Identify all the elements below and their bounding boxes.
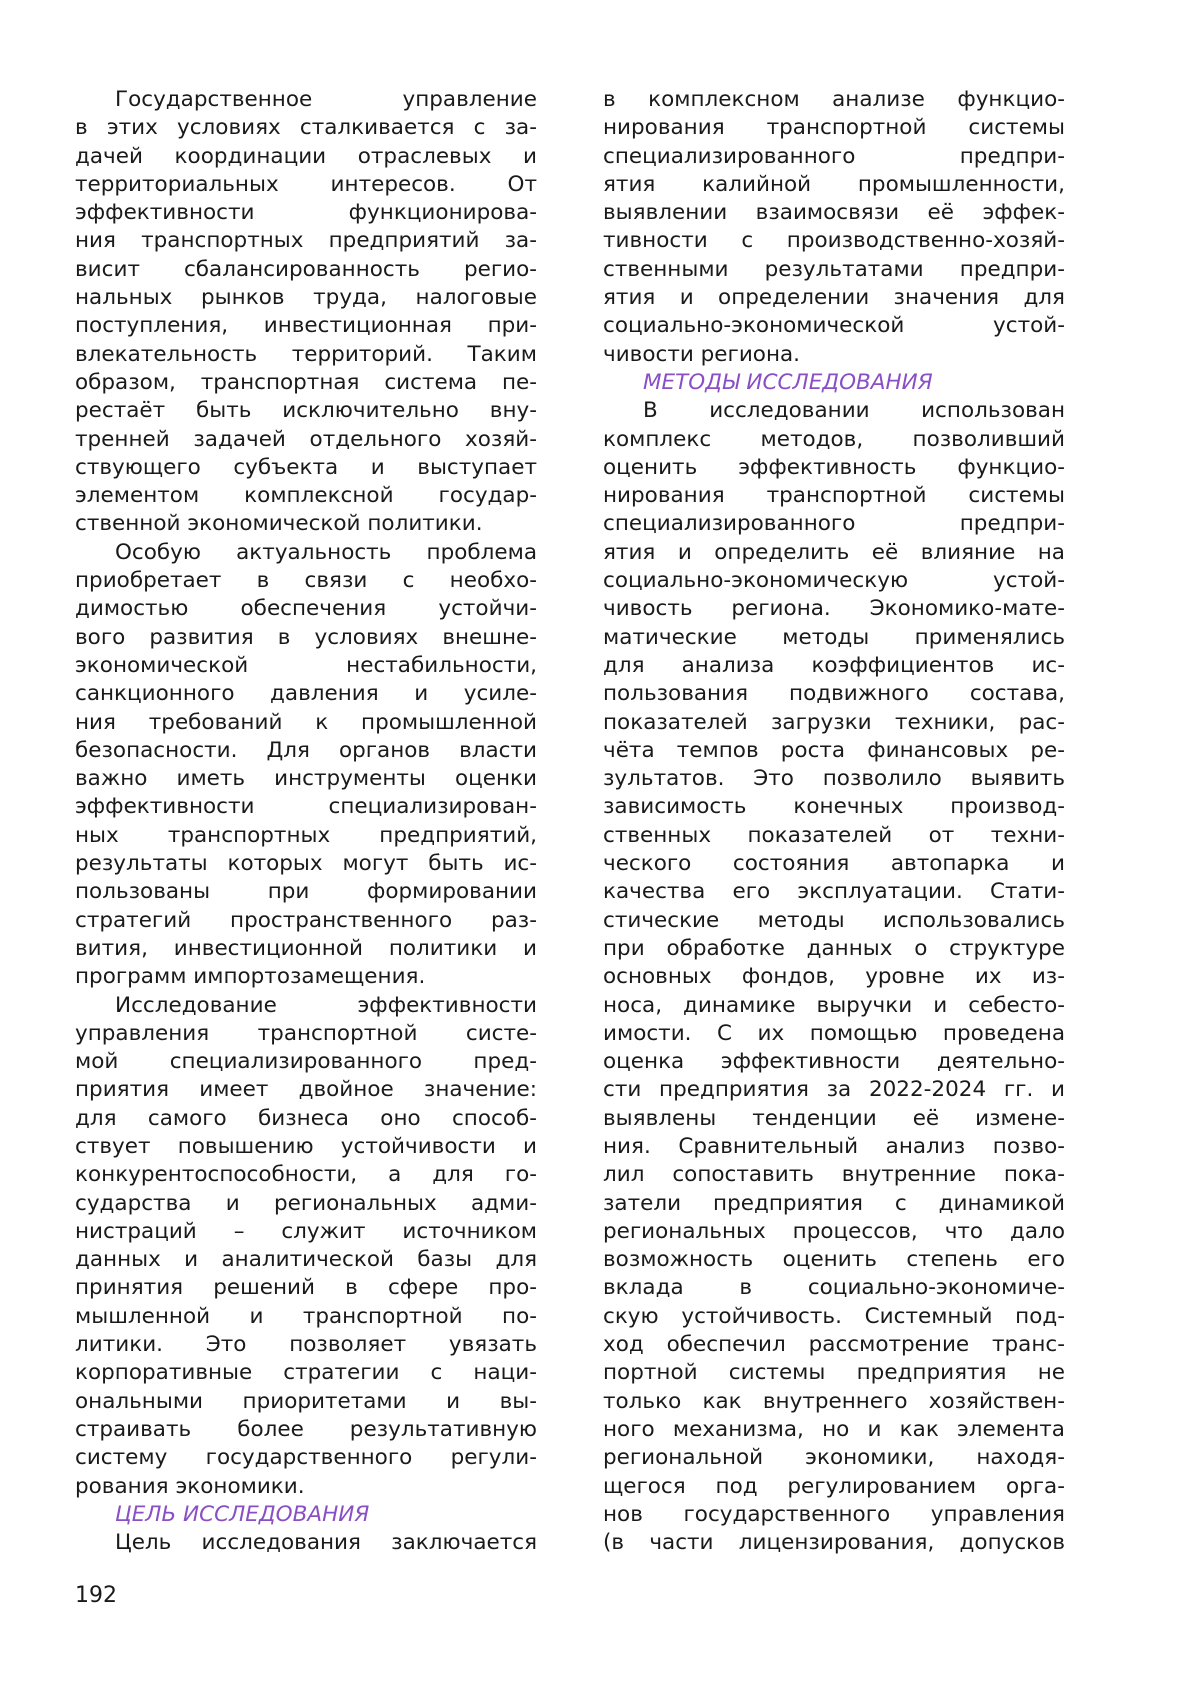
- text-line: санкционного давления и усиле-: [75, 681, 537, 707]
- text-line: ния требований к промышленной: [75, 709, 537, 735]
- text-line: ональными приоритетами и вы-: [75, 1388, 537, 1414]
- text-line: при обработке данных о структуре: [603, 935, 1065, 961]
- text-line: чёта темпов роста финансовых ре-: [603, 737, 1065, 763]
- text-line: корпоративные стратегии с наци-: [75, 1360, 537, 1386]
- text-line: ных транспортных предприятий,: [75, 822, 537, 848]
- text-line: принятия решений в сфере про-: [75, 1275, 537, 1301]
- text-line: рования экономики.: [75, 1473, 305, 1499]
- text-line: нирования транспортной системы: [603, 483, 1065, 509]
- text-line: ятия и определении значения для: [603, 285, 1065, 311]
- text-line: литики. Это позволяет увязать: [75, 1332, 537, 1358]
- text-line: нистраций – служит источником: [75, 1218, 537, 1244]
- text-line: только как внутреннего хозяйствен-: [603, 1388, 1065, 1414]
- text-line: висит сбалансированность регио-: [75, 256, 537, 282]
- text-line: носа, динамике выручки и себесто-: [603, 992, 1065, 1018]
- text-line: влекательность территорий. Таким: [75, 341, 537, 367]
- text-line: ственной экономической политики.: [75, 511, 483, 537]
- text-line: специализированного предпри-: [603, 511, 1065, 537]
- text-line: оценить эффективность функцио-: [603, 454, 1065, 480]
- right-column: [603, 86, 1065, 1557]
- text-line: димостью обеспечения устойчи-: [75, 596, 537, 622]
- text-line: пользования подвижного состава,: [603, 681, 1065, 707]
- text-line: нирования транспортной системы: [603, 115, 1065, 141]
- text-line: тивности с производственно-хозяй-: [603, 228, 1065, 254]
- text-line: дачей координации отраслевых и: [75, 143, 537, 169]
- text-line: щегося под регулированием орга-: [603, 1473, 1065, 1499]
- text-line: ного механизма, но и как элемента: [603, 1416, 1065, 1442]
- text-line: матические методы применялись: [603, 624, 1065, 650]
- text-line: ствующего субъекта и выступает: [75, 454, 537, 480]
- text-line: затели предприятия с динамикой: [603, 1190, 1065, 1216]
- text-line: мышленной и транспортной по-: [75, 1303, 537, 1329]
- text-line: возможность оценить степень его: [603, 1247, 1065, 1273]
- text-line: важно иметь инструменты оценки: [75, 766, 537, 792]
- text-line: Цель исследования заключается: [115, 1530, 537, 1556]
- section-heading: ЦЕЛЬ ИССЛЕДОВАНИЯ: [115, 1501, 370, 1527]
- text-line: вклада в социально-экономиче-: [603, 1275, 1065, 1301]
- text-line: экономической нестабильности,: [75, 652, 537, 678]
- text-line: региональных процессов, что дало: [603, 1218, 1065, 1244]
- text-line: качества его эксплуатации. Стати-: [603, 879, 1065, 905]
- text-line: в комплексном анализе функцио-: [603, 87, 1065, 112]
- text-line: (в части лицензирования, допусков: [603, 1530, 1065, 1556]
- text-line: тренней задачей отдельного хозяй-: [75, 426, 537, 452]
- text-line: ственных показателей от техни-: [603, 822, 1065, 848]
- text-line: В исследовании использован: [643, 398, 1065, 424]
- text-line: имости. С их помощью проведена: [603, 1020, 1065, 1046]
- text-line: стические методы использовались: [603, 907, 1065, 933]
- text-line: приятия имеет двойное значение:: [75, 1077, 537, 1103]
- text-line: сударства и региональных адми-: [75, 1190, 537, 1216]
- text-line: сти предприятия за 2022-2024 гг. и: [603, 1077, 1065, 1103]
- text-line: приобретает в связи с необхо-: [75, 568, 537, 594]
- text-line: программ импортозамещения.: [75, 964, 426, 990]
- text-line: вития, инвестиционной политики и: [75, 935, 537, 961]
- text-line: стратегий пространственного раз-: [75, 907, 537, 933]
- text-line: показателей загрузки техники, рас-: [603, 709, 1065, 735]
- text-line: эффективности специализирован-: [75, 794, 537, 820]
- page-number: 192: [75, 1583, 117, 1608]
- section-heading: МЕТОДЫ ИССЛЕДОВАНИЯ: [643, 369, 933, 395]
- text-line: скую устойчивость. Системный под-: [603, 1303, 1065, 1329]
- text-line: региональной экономики, находя-: [603, 1445, 1065, 1471]
- text-line: данных и аналитической базы для: [75, 1247, 537, 1273]
- text-line: территориальных интересов. От: [75, 171, 537, 197]
- text-line: зависимость конечных производ-: [603, 794, 1065, 820]
- text-line: систему государственного регули-: [75, 1445, 537, 1471]
- text-line: ход обеспечил рассмотрение транс-: [603, 1332, 1065, 1358]
- text-line: нов государственного управления: [603, 1501, 1065, 1527]
- text-line: чивости региона.: [603, 341, 801, 367]
- text-line: элементом комплексной государ-: [75, 483, 537, 509]
- text-line: специализированного предпри-: [603, 143, 1065, 169]
- text-line: оценка эффективности деятельно-: [603, 1049, 1065, 1075]
- text-line: портной системы предприятия не: [603, 1360, 1065, 1386]
- text-line: социально-экономической устой-: [603, 313, 1065, 339]
- text-line: комплекс методов, позволивший: [603, 426, 1065, 452]
- text-line: безопасности. Для органов власти: [75, 737, 537, 763]
- text-line: зультатов. Это позволило выявить: [603, 766, 1065, 792]
- text-line: пользованы при формировании: [75, 879, 537, 905]
- text-line: мой специализированного пред-: [75, 1049, 537, 1075]
- text-line: нальных рынков труда, налоговые: [75, 285, 537, 311]
- text-line: основных фондов, уровне их из-: [603, 964, 1065, 990]
- text-line: ствует повышению устойчивости и: [75, 1133, 537, 1159]
- text-line: ческого состояния автопарка и: [603, 851, 1065, 877]
- text-line: выявлены тенденции её измене-: [603, 1105, 1065, 1131]
- text-line: Особую актуальность проблема: [115, 539, 537, 565]
- text-line: ятия калийной промышленности,: [603, 171, 1065, 197]
- text-line: в этих условиях сталкивается с за-: [75, 115, 537, 141]
- text-line: для самого бизнеса оно способ-: [75, 1105, 537, 1131]
- text-line: страивать более результативную: [75, 1416, 537, 1442]
- text-line: для анализа коэффициентов ис-: [603, 652, 1065, 678]
- text-line: управления транспортной систе-: [75, 1020, 537, 1046]
- text-line: чивость региона. Экономико-мате-: [603, 596, 1065, 622]
- text-line: конкурентоспособности, а для го-: [75, 1162, 537, 1188]
- text-line: выявлении взаимосвязи её эффек-: [603, 200, 1065, 226]
- left-column: [75, 86, 537, 1557]
- text-line: ния. Сравнительный анализ позво-: [603, 1133, 1065, 1159]
- text-line: результаты которых могут быть ис-: [75, 851, 537, 877]
- text-line: поступления, инвестиционная при-: [75, 313, 537, 339]
- text-line: ственными результатами предпри-: [603, 256, 1065, 282]
- text-line: Государственное управление: [115, 87, 537, 112]
- text-line: лил сопоставить внутренние пока-: [603, 1162, 1065, 1188]
- text-line: Исследование эффективности: [115, 992, 537, 1018]
- text-line: образом, транспортная система пе-: [75, 369, 537, 395]
- text-line: ятия и определить её влияние на: [603, 539, 1065, 565]
- text-line: рестаёт быть исключительно вну-: [75, 398, 537, 424]
- text-line: социально-экономическую устой-: [603, 568, 1065, 594]
- text-line: эффективности функционирова-: [75, 200, 537, 226]
- text-line: вого развития в условиях внешне-: [75, 624, 537, 650]
- text-line: ния транспортных предприятий за-: [75, 228, 537, 254]
